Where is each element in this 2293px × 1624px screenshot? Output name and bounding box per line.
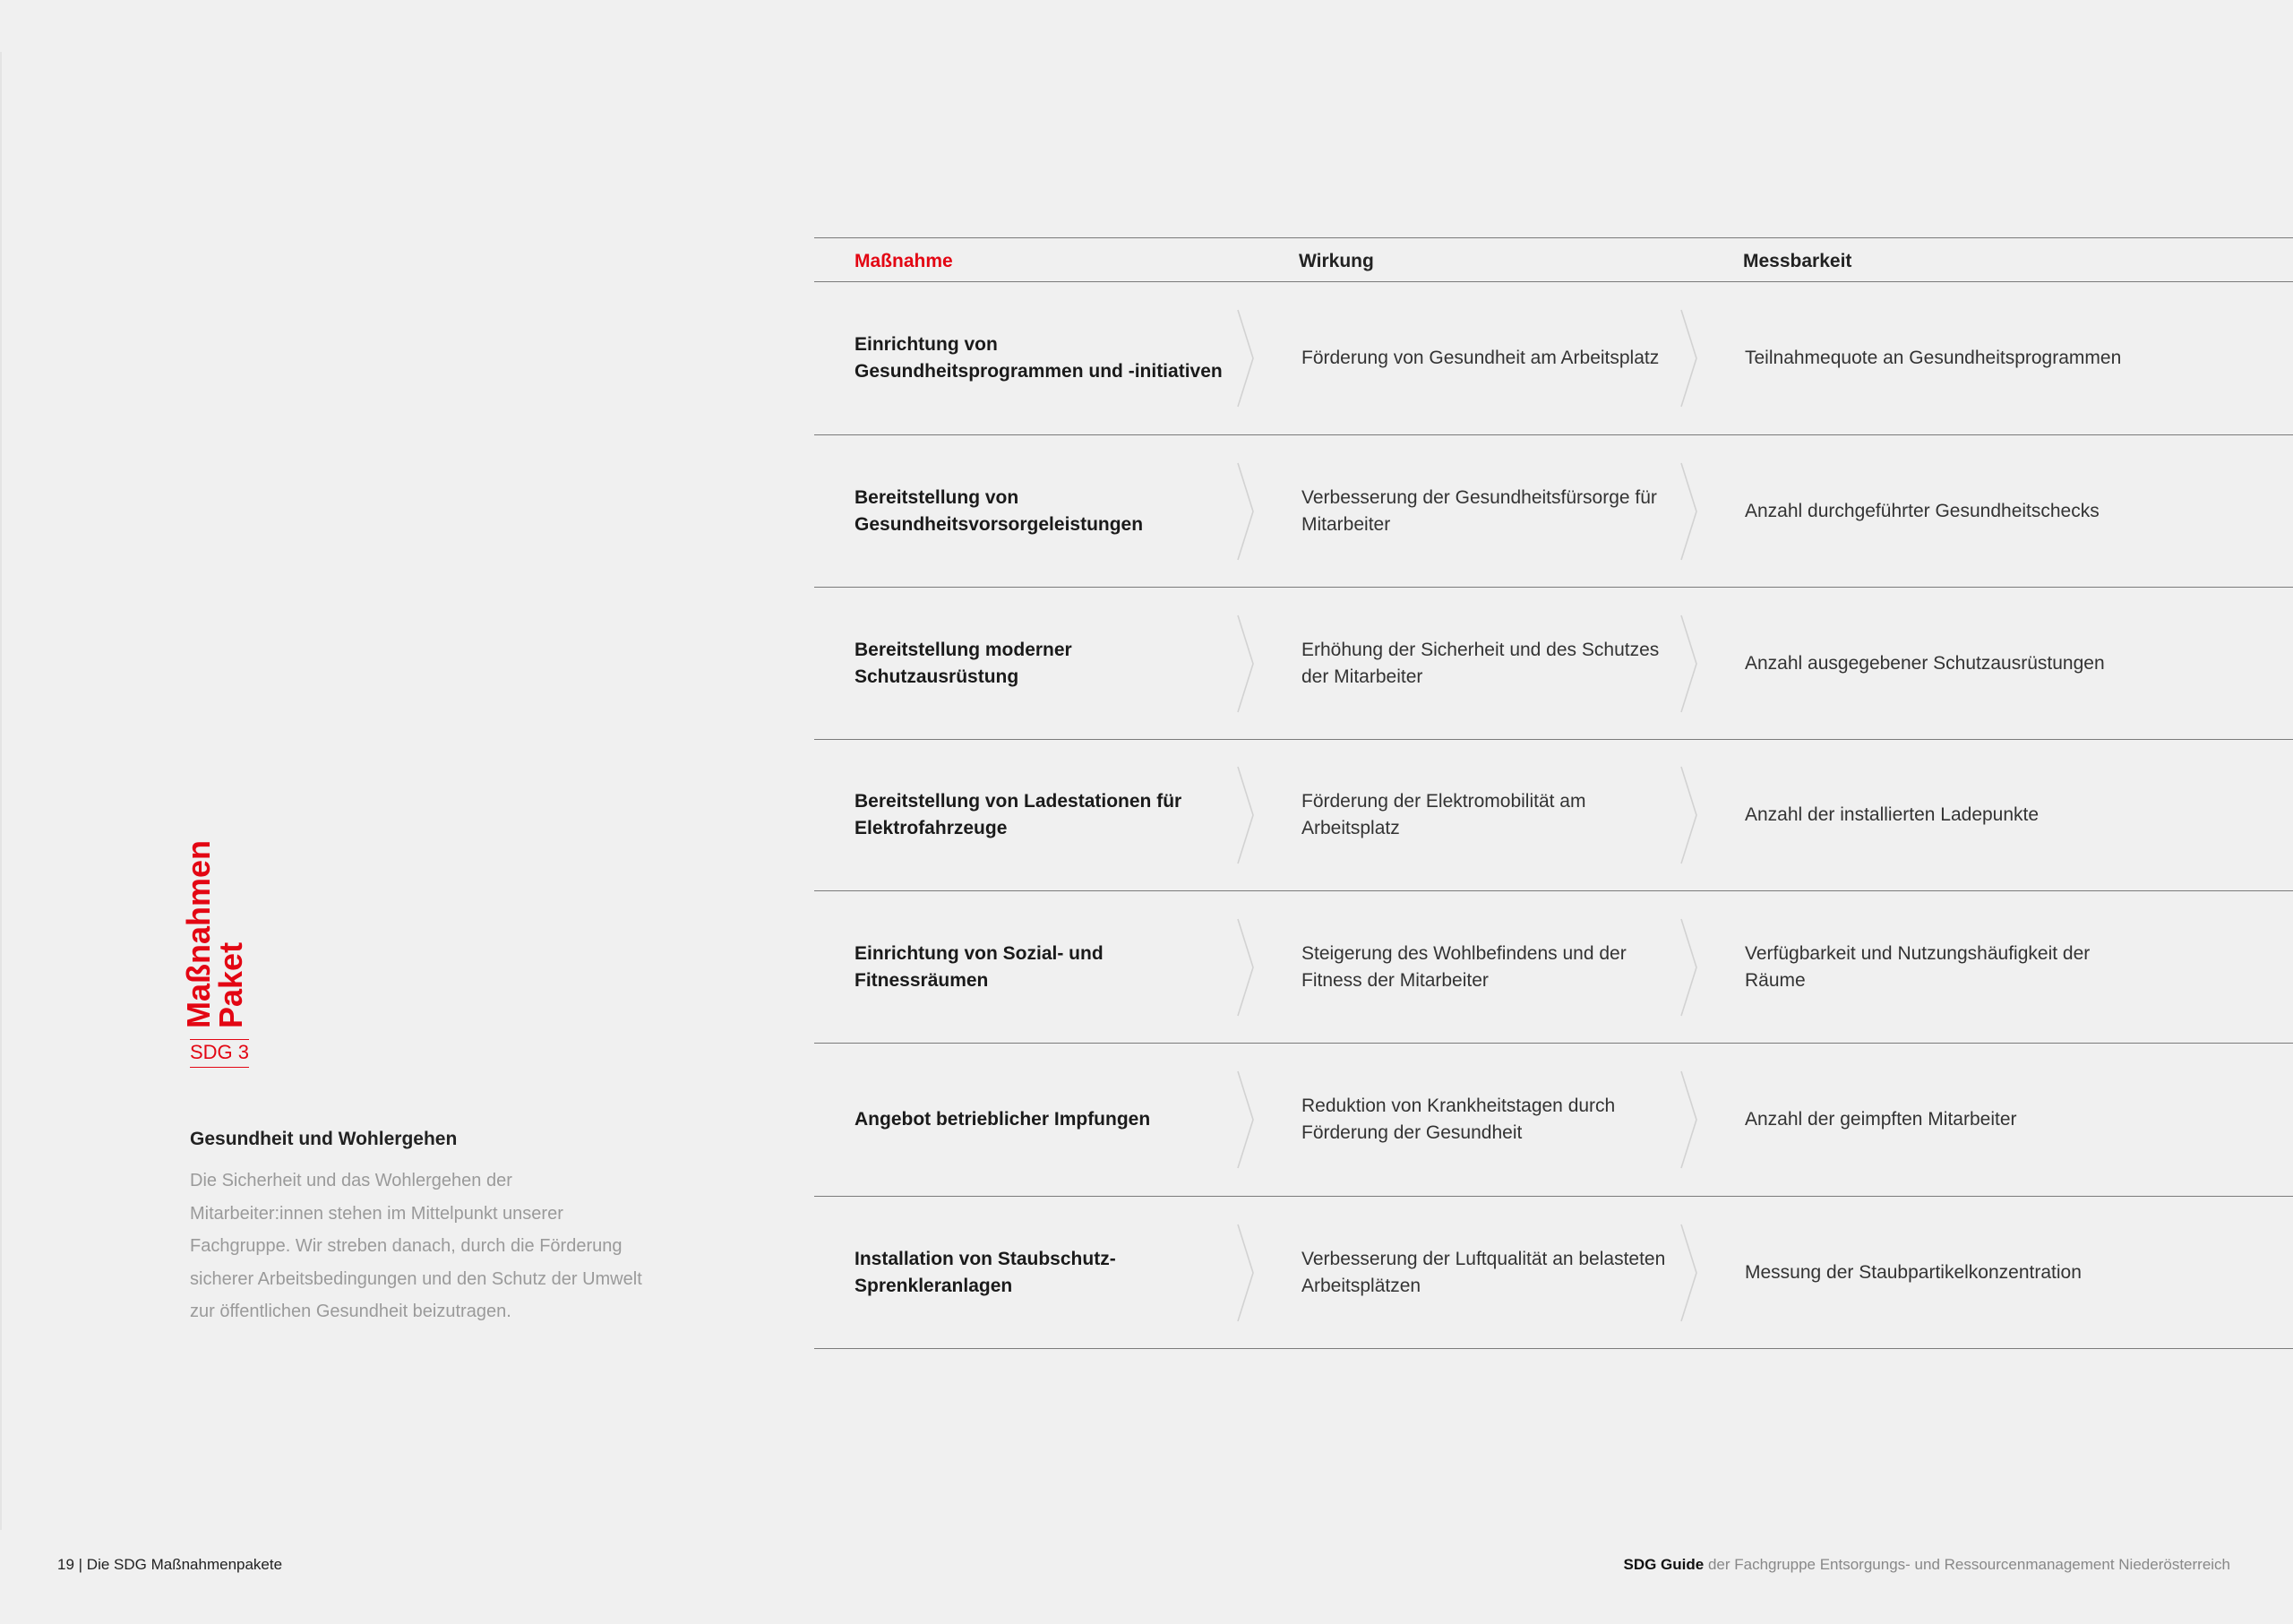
sdg-label: SDG 3 <box>190 1039 249 1068</box>
footer-left <box>57 1556 282 1574</box>
header-metric: Messbarkeit <box>1743 251 1852 271</box>
goal-title: Gesundheit und Wohlergehen <box>190 1129 458 1149</box>
cell-metric: Anzahl der installierten Ladepunkte <box>1745 804 2040 825</box>
cell-effect: Förderung der Elektromobilität am Arbeitsplatz <box>1301 791 1586 838</box>
table-row <box>814 740 2293 891</box>
package-title-line1: Maßnahmen <box>180 839 217 1028</box>
chevron-right-icon <box>1679 917 1700 1018</box>
package-title <box>180 839 249 1028</box>
cell-effect: Förderung von Gesundheit am Arbeitsplatz <box>1301 348 1660 368</box>
cell-measure: Bereitstellung von Gesundheitsvorsorgeleistungen <box>855 486 1144 535</box>
footer-brand: SDG Guide <box>1623 1556 1705 1573</box>
chevron-right-icon <box>1679 614 1700 714</box>
footer-right <box>1623 1556 2230 1574</box>
chevron-right-icon <box>1235 765 1257 865</box>
cell-measure: Einrichtung von Gesundheitsprogrammen und -initiativen <box>855 334 1223 382</box>
measures-table <box>814 237 2293 1349</box>
page-edge <box>0 52 2 1530</box>
table-row <box>814 1044 2293 1197</box>
chevron-right-icon <box>1235 308 1257 408</box>
section-title: | Die SDG Maßnahmenpakete <box>78 1556 283 1573</box>
table-row <box>814 891 2293 1044</box>
chevron-right-icon <box>1235 461 1257 562</box>
cell-measure: Einrichtung von Sozial- und Fitnessräumen <box>855 942 1104 991</box>
cell-metric: Teilnahmequote an Gesundheitsprogrammen <box>1745 348 2122 368</box>
package-title-line2: Paket <box>212 941 249 1028</box>
cell-measure: Bereitstellung moderner Schutzausrüstung <box>855 639 1072 687</box>
cell-metric: Verfügbarkeit und Nutzungshäufigkeit der Räume <box>1745 942 2091 991</box>
cell-metric: Anzahl durchgeführter Gesundheitschecks <box>1745 500 2100 521</box>
table-row <box>814 1197 2293 1349</box>
cell-metric: Anzahl ausgegebener Schutzausrüstungen <box>1745 652 2105 674</box>
cell-measure: Angebot betrieblicher Impfungen <box>855 1109 1151 1130</box>
cell-effect: Steigerung des Wohlbefindens und der Fitness der Mitarbeiter <box>1301 942 1627 991</box>
chevron-right-icon <box>1679 308 1700 408</box>
table-header <box>814 237 2293 282</box>
chevron-right-icon <box>1235 917 1257 1018</box>
cell-measure: Installation von Staubschutz-Sprenkleranlagen <box>855 1248 1116 1296</box>
cell-effect: Verbesserung der Gesundheitsfürsorge für Mitarbeiter <box>1301 486 1657 535</box>
chevron-right-icon <box>1679 461 1700 562</box>
cell-metric: Anzahl der geimpften Mitarbeiter <box>1745 1109 2017 1130</box>
chevron-right-icon <box>1235 1070 1257 1170</box>
page-number: 19 <box>57 1556 74 1573</box>
table-row <box>814 435 2293 588</box>
goal-description: Die Sicherheit und das Wohlergehen der Mitarbeiter:innen stehen im Mittelpunkt unserer Fachgruppe. Wir streben danach, durch die Förderung sicherer Arbeitsbedingungen und den Schutz der Umwelt zur öffentlichen Gesundheit beizutragen. <box>190 1171 642 1321</box>
table-row <box>814 588 2293 740</box>
chevron-right-icon <box>1235 614 1257 714</box>
chevron-right-icon <box>1679 1070 1700 1170</box>
chevron-right-icon <box>1235 1223 1257 1323</box>
cell-effect: Reduktion von Krankheitstagen durch Förderung der Gesundheit <box>1301 1096 1616 1143</box>
footer-org: der Fachgruppe Entsorgungs- und Ressourcenmanagement Niederösterreich <box>1707 1556 2230 1573</box>
header-effect: Wirkung <box>1299 251 1374 271</box>
cell-metric: Messung der Staubpartikelkonzentration <box>1745 1261 2082 1283</box>
cell-effect: Erhöhung der Sicherheit und des Schutzes der Mitarbeiter <box>1301 639 1660 687</box>
cell-measure: Bereitstellung von Ladestationen für Elektrofahrzeuge <box>855 791 1182 838</box>
chevron-right-icon <box>1679 765 1700 865</box>
table-body <box>814 282 2293 1349</box>
cell-effect: Verbesserung der Luftqualität an belasteten Arbeitsplätzen <box>1301 1248 1666 1296</box>
chevron-right-icon <box>1679 1223 1700 1323</box>
table-row <box>814 282 2293 435</box>
header-measure: Maßnahme <box>855 251 953 271</box>
